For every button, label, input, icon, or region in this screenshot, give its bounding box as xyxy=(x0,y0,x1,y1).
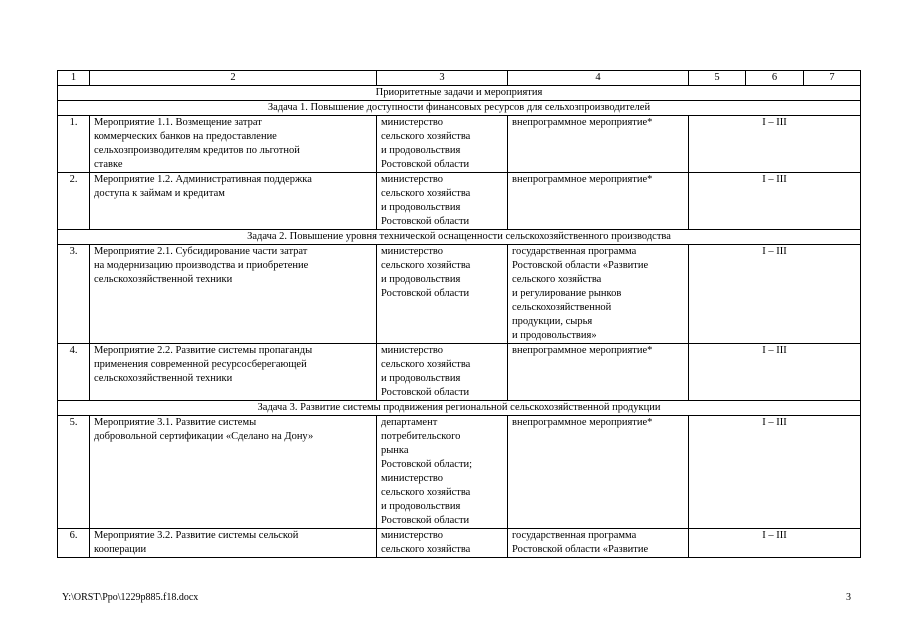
row-number: 3. xyxy=(58,245,90,344)
measure-cell xyxy=(90,529,377,558)
period-cell: I – III xyxy=(689,245,861,344)
cell-line: доступа к займам и кредитам xyxy=(94,188,225,199)
measure-cell xyxy=(90,416,377,529)
cell-line: Мероприятие 3.1. Развитие системы xyxy=(94,417,257,428)
executor-cell xyxy=(377,245,508,344)
program-cell xyxy=(508,416,689,529)
executor-cell xyxy=(377,116,508,173)
cell-line: и регулирование рынков xyxy=(512,288,622,299)
cell-line: и продовольствия xyxy=(381,373,461,384)
cell-line: сельского хозяйства xyxy=(512,274,602,285)
task-title-row xyxy=(58,230,861,245)
col-header: 4 xyxy=(508,71,689,86)
cell-line: министерство xyxy=(381,530,444,541)
cell-line: Ростовской области «Развитие xyxy=(512,544,649,555)
table-row xyxy=(58,344,861,401)
cell-line: внепрограммное мероприятие* xyxy=(512,417,653,428)
col-header: 2 xyxy=(90,71,377,86)
cell-line: Мероприятие 2.2. Развитие системы пропаганды xyxy=(94,345,313,356)
row-number: 6. xyxy=(58,529,90,558)
cell-line: внепрограммное мероприятие* xyxy=(512,174,653,185)
cell-line: сельского хозяйства xyxy=(381,188,471,199)
cell-line: потребительского xyxy=(381,431,461,442)
col-header: 5 xyxy=(689,71,746,86)
cell-line: министерство xyxy=(381,117,444,128)
cell-line: сельского хозяйства xyxy=(381,487,471,498)
cell-line: сельскохозяйственной xyxy=(512,302,612,313)
period-cell: I – III xyxy=(689,344,861,401)
cell-line: государственная программа xyxy=(512,246,637,257)
measure-cell xyxy=(90,173,377,230)
cell-line: ставке xyxy=(94,159,123,170)
cell-line: и продовольствия xyxy=(381,274,461,285)
cell-line: Ростовской области xyxy=(381,159,470,170)
task-title-row xyxy=(58,401,861,416)
column-number-row xyxy=(58,71,861,86)
footer-file-path: Y:\ORST\Ppo\1229p885.f18.docx xyxy=(62,592,199,603)
task-title-row xyxy=(58,101,861,116)
executor-cell xyxy=(377,416,508,529)
cell-line: Ростовской области; xyxy=(381,459,473,470)
cell-line: Мероприятие 1.1. Возмещение затрат xyxy=(94,117,262,128)
program-cell xyxy=(508,173,689,230)
cell-line: министерство xyxy=(381,174,444,185)
period-cell: I – III xyxy=(689,116,861,173)
row-number: 4. xyxy=(58,344,90,401)
cell-line: и продовольствия» xyxy=(512,330,597,341)
measures-table xyxy=(57,70,861,558)
measure-cell xyxy=(90,344,377,401)
cell-line: сельского хозяйства xyxy=(381,260,471,271)
program-cell xyxy=(508,529,689,558)
cell-line: и продовольствия xyxy=(381,202,461,213)
program-cell xyxy=(508,344,689,401)
cell-line: на модернизацию производства и приобретение xyxy=(94,260,309,271)
col-header: 3 xyxy=(377,71,508,86)
col-header: 1 xyxy=(58,71,90,86)
cell-line: сельскохозяйственной техники xyxy=(94,373,233,384)
cell-line: Ростовской области xyxy=(381,216,470,227)
cell-line: министерство xyxy=(381,473,444,484)
task-title: Задача 3. Развитие системы продвижения региональной сельскохозяйственной продукции xyxy=(58,401,861,416)
cell-line: министерство xyxy=(381,345,444,356)
period-cell: I – III xyxy=(689,416,861,529)
col-header: 7 xyxy=(804,71,861,86)
task-title: Задача 2. Повышение уровня технической оснащенности сельскохозяйственного производства xyxy=(58,230,861,245)
task-title: Задача 1. Повышение доступности финансовых ресурсов для сельхозпроизводителей xyxy=(58,101,861,116)
row-number: 2. xyxy=(58,173,90,230)
measure-cell xyxy=(90,245,377,344)
cell-line: сельского хозяйства xyxy=(381,131,471,142)
section-title-row xyxy=(58,86,861,101)
cell-line: сельского хозяйства xyxy=(381,544,471,555)
executor-cell xyxy=(377,529,508,558)
cell-line: сельского хозяйства xyxy=(381,359,471,370)
cell-line: сельхозпроизводителям кредитов по льготной xyxy=(94,145,300,156)
row-number: 5. xyxy=(58,416,90,529)
cell-line: сельскохозяйственной техники xyxy=(94,274,233,285)
col-header: 6 xyxy=(746,71,804,86)
cell-line: Ростовской области xyxy=(381,387,470,398)
cell-line: продукции, сырья xyxy=(512,316,593,327)
table-row xyxy=(58,116,861,173)
cell-line: добровольной сертификации «Сделано на Дону» xyxy=(94,431,314,442)
row-number: 1. xyxy=(58,116,90,173)
cell-line: внепрограммное мероприятие* xyxy=(512,345,653,356)
measure-cell xyxy=(90,116,377,173)
period-cell: I – III xyxy=(689,173,861,230)
cell-line: Ростовской области «Развитие xyxy=(512,260,649,271)
cell-line: департамент xyxy=(381,417,438,428)
table-row xyxy=(58,173,861,230)
page-number: 3 xyxy=(846,592,851,603)
section-title: Приоритетные задачи и мероприятия xyxy=(58,86,861,101)
period-cell: I – III xyxy=(689,529,861,558)
cell-line: внепрограммное мероприятие* xyxy=(512,117,653,128)
cell-line: Ростовской области xyxy=(381,515,470,526)
table-row xyxy=(58,245,861,344)
program-cell xyxy=(508,116,689,173)
cell-line: рынка xyxy=(381,445,409,456)
executor-cell xyxy=(377,173,508,230)
cell-line: министерство xyxy=(381,246,444,257)
cell-line: государственная программа xyxy=(512,530,637,541)
table-row xyxy=(58,529,861,558)
table-row xyxy=(58,416,861,529)
cell-line: кооперации xyxy=(94,544,147,555)
executor-cell xyxy=(377,344,508,401)
cell-line: коммерческих банков на предоставление xyxy=(94,131,277,142)
cell-line: применения современной ресурсосберегающей xyxy=(94,359,307,370)
cell-line: Мероприятие 2.1. Субсидирование части затрат xyxy=(94,246,308,257)
cell-line: и продовольствия xyxy=(381,145,461,156)
cell-line: и продовольствия xyxy=(381,501,461,512)
program-cell xyxy=(508,245,689,344)
cell-line: Мероприятие 3.2. Развитие системы сельской xyxy=(94,530,299,541)
cell-line: Мероприятие 1.2. Административная поддержка xyxy=(94,174,312,185)
cell-line: Ростовской области xyxy=(381,288,470,299)
